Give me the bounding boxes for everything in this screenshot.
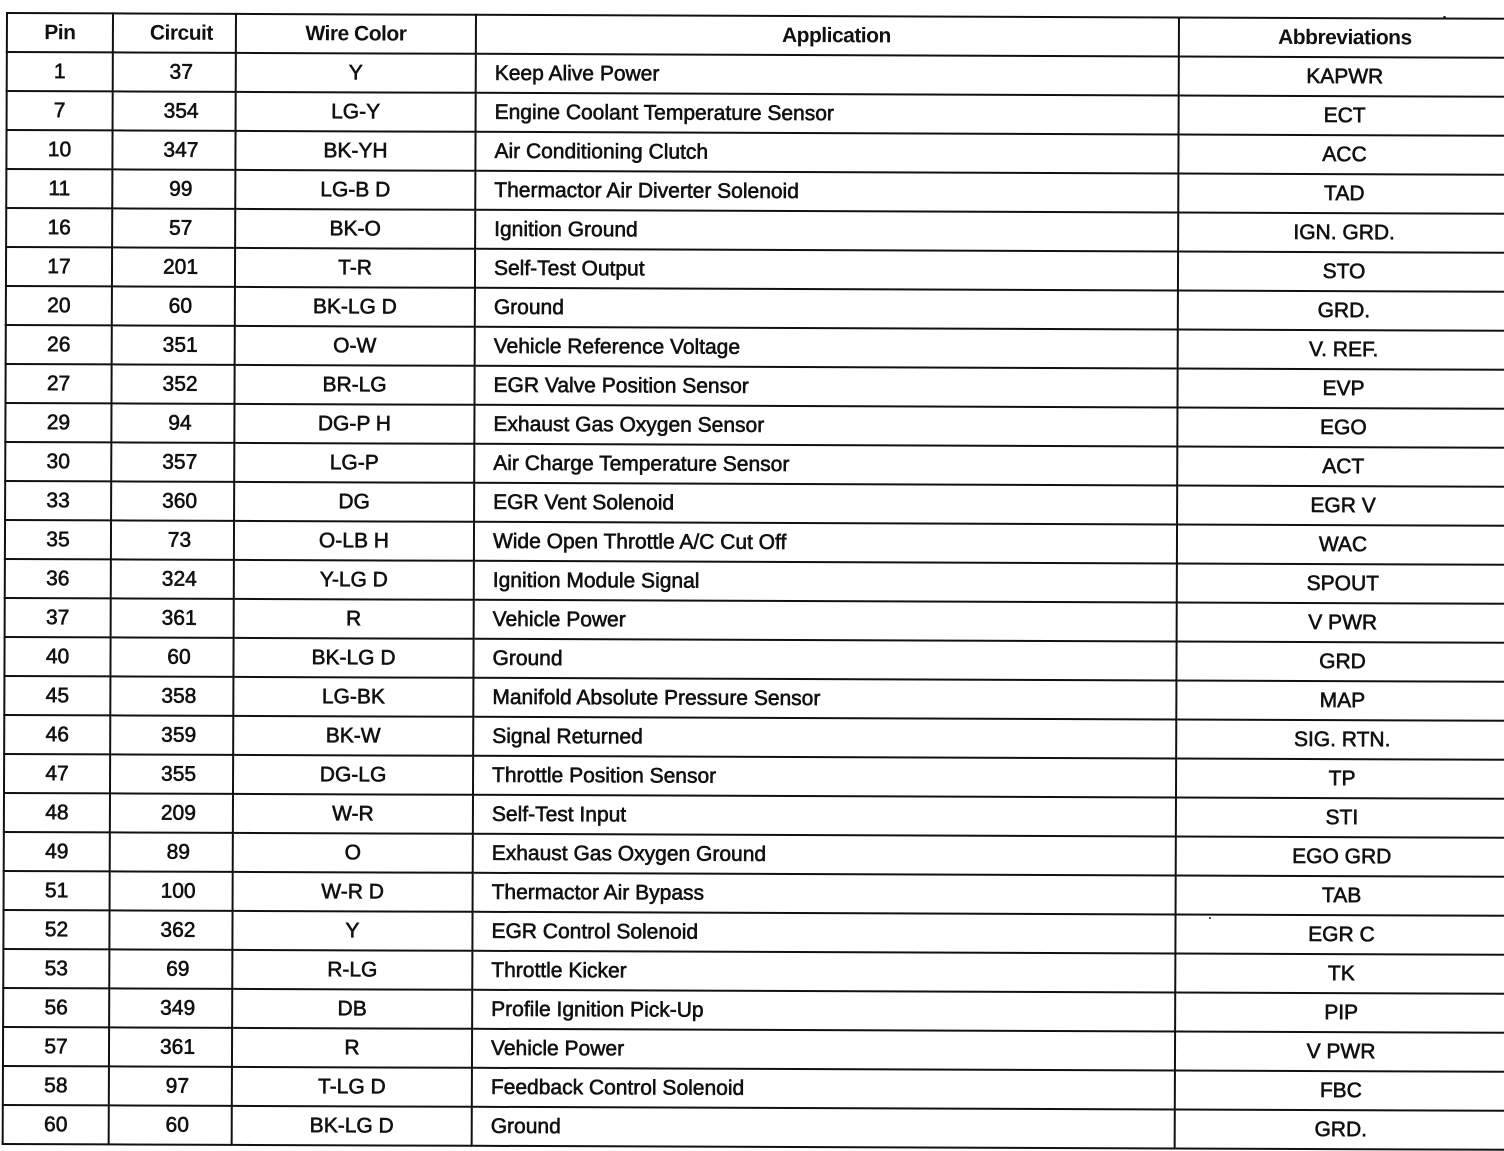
cell-abbreviation: IGN. GRD. (1178, 213, 1504, 253)
cell-pin: 7 (7, 91, 113, 130)
cell-application: Exhaust Gas Oxygen Ground (473, 834, 1176, 876)
table-row (5, 403, 1504, 448)
cell-abbreviation: TK (1175, 953, 1504, 993)
cell-abbreviation: MAP (1176, 680, 1504, 720)
cell-application: Vehicle Power (472, 1029, 1175, 1071)
cell-wire-color: DG (234, 482, 474, 522)
cell-abbreviation: FBC (1175, 1070, 1504, 1110)
cell-pin: 52 (3, 910, 109, 949)
cell-circuit: 57 (112, 208, 235, 247)
cell-pin: 26 (6, 325, 112, 364)
cell-application: Keep Alive Power (476, 54, 1179, 96)
cell-application: Self-Test Input (473, 795, 1176, 837)
table-row (5, 481, 1504, 526)
cell-application: EGR Vent Solenoid (474, 483, 1177, 525)
cell-circuit: 351 (112, 325, 235, 364)
cell-abbreviation: V PWR (1177, 602, 1504, 642)
cell-application: EGR Valve Position Sensor (474, 366, 1177, 408)
cell-circuit: 97 (109, 1066, 232, 1105)
pin-assignment-table (2, 12, 1504, 1151)
cell-circuit: 354 (113, 91, 236, 130)
cell-circuit: 355 (110, 754, 233, 793)
table-row (6, 208, 1504, 253)
cell-wire-color: BR-LG (234, 365, 474, 405)
table-row (6, 130, 1504, 175)
table-row (3, 1066, 1504, 1111)
cell-application: Thermactor Air Diverter Solenoid (475, 171, 1178, 213)
cell-wire-color: LG-P (234, 443, 474, 483)
cell-application: EGR Control Solenoid (472, 912, 1175, 954)
cell-abbreviation: TAB (1176, 875, 1504, 915)
scanned-document (2, 12, 1484, 1146)
cell-application: Exhaust Gas Oxygen Sensor (474, 405, 1177, 447)
cell-pin: 20 (6, 286, 112, 325)
table-row (6, 286, 1504, 331)
cell-pin: 46 (4, 715, 110, 754)
cell-application: Ground (472, 1107, 1175, 1149)
cell-pin: 48 (4, 793, 110, 832)
cell-circuit: 100 (110, 871, 233, 910)
cell-circuit: 349 (109, 988, 232, 1027)
cell-application: Engine Coolant Temperature Sensor (476, 93, 1179, 135)
cell-abbreviation: ACT (1177, 447, 1504, 487)
cell-abbreviation: GRD (1176, 641, 1504, 681)
cell-wire-color: LG-BK (233, 677, 473, 717)
cell-wire-color: T-R (235, 248, 475, 288)
cell-wire-color: Y (232, 911, 472, 951)
cell-wire-color: BK-W (233, 716, 473, 756)
cell-application: Thermactor Air Bypass (473, 873, 1176, 915)
cell-circuit: 352 (111, 364, 234, 403)
cell-abbreviation: ACC (1178, 135, 1504, 175)
cell-pin: 1 (7, 52, 113, 91)
cell-pin: 45 (4, 676, 110, 715)
cell-wire-color: BK-LG D (232, 1106, 472, 1146)
cell-abbreviation: PIP (1175, 992, 1504, 1032)
cell-circuit: 362 (109, 910, 232, 949)
cell-application: Vehicle Reference Voltage (475, 327, 1178, 369)
cell-application: Ground (473, 639, 1176, 681)
cell-wire-color: T-LG D (232, 1067, 472, 1107)
cell-abbreviation: WAC (1177, 525, 1504, 565)
cell-circuit: 99 (112, 169, 235, 208)
header-pin: Pin (7, 13, 113, 52)
table-row (6, 169, 1504, 214)
cell-application: Ground (475, 288, 1178, 330)
cell-application: Profile Ignition Pick-Up (472, 990, 1175, 1032)
table-row (7, 52, 1504, 97)
cell-wire-color: DG-P H (234, 404, 474, 444)
cell-circuit: 357 (111, 442, 234, 481)
cell-application: Ignition Ground (475, 210, 1178, 252)
cell-pin: 11 (6, 169, 112, 208)
cell-circuit: 89 (110, 832, 233, 871)
cell-pin: 58 (3, 1066, 109, 1105)
table-row (3, 988, 1504, 1033)
cell-application: Air Charge Temperature Sensor (474, 444, 1177, 486)
cell-pin: 27 (5, 364, 111, 403)
cell-wire-color: BK-O (235, 209, 475, 249)
scan-speck (1209, 917, 1211, 919)
cell-application: Ignition Module Signal (474, 561, 1177, 603)
table-row (6, 247, 1504, 292)
cell-application: Wide Open Throttle A/C Cut Off (474, 522, 1177, 564)
cell-wire-color: DG-LG (233, 755, 473, 795)
cell-wire-color: BK-LG D (233, 638, 473, 678)
cell-pin: 40 (4, 637, 110, 676)
table-row (4, 832, 1504, 877)
cell-wire-color: BK-LG D (235, 287, 475, 327)
cell-circuit: 359 (110, 715, 233, 754)
cell-wire-color: Y (236, 53, 476, 93)
cell-application: Feedback Control Solenoid (472, 1068, 1175, 1110)
cell-circuit: 358 (110, 676, 233, 715)
cell-circuit: 60 (110, 637, 233, 676)
cell-pin: 30 (5, 442, 111, 481)
table-row (7, 91, 1504, 136)
cell-pin: 47 (4, 754, 110, 793)
table-row (4, 871, 1504, 916)
table-row (3, 949, 1504, 994)
cell-wire-color: BK-YH (235, 131, 475, 171)
cell-pin: 49 (4, 832, 110, 871)
cell-pin: 60 (3, 1105, 109, 1144)
cell-wire-color: DB (232, 989, 472, 1029)
cell-pin: 29 (5, 403, 111, 442)
cell-abbreviation: GRD. (1178, 291, 1504, 331)
table-row (3, 1105, 1504, 1150)
cell-circuit: 201 (112, 247, 235, 286)
cell-circuit: 361 (111, 598, 234, 637)
cell-wire-color: W-R (233, 794, 473, 834)
table-header-row (7, 13, 1504, 58)
table-body (3, 52, 1504, 1150)
cell-abbreviation: TAD (1178, 174, 1504, 214)
table-row (5, 442, 1504, 487)
cell-pin: 17 (6, 247, 112, 286)
cell-circuit: 361 (109, 1027, 232, 1066)
header-wire-color: Wire Color (236, 14, 476, 54)
cell-circuit: 360 (111, 481, 234, 520)
cell-circuit: 60 (109, 1105, 232, 1144)
cell-wire-color: LG-Y (236, 92, 476, 132)
cell-circuit: 37 (113, 52, 236, 91)
cell-abbreviation: EGO (1177, 408, 1504, 448)
header-abbreviations: Abbreviations (1179, 18, 1504, 58)
table-row (4, 754, 1504, 799)
cell-abbreviation: EGO GRD (1176, 836, 1504, 876)
cell-wire-color: LG-B D (235, 170, 475, 210)
cell-abbreviation: SPOUT (1177, 563, 1504, 603)
cell-pin: 57 (3, 1027, 109, 1066)
cell-pin: 16 (6, 208, 112, 247)
table-row (3, 1027, 1504, 1072)
cell-circuit: 209 (110, 793, 233, 832)
table-row (4, 793, 1504, 838)
table-row (5, 559, 1504, 604)
cell-abbreviation: SIG. RTN. (1176, 719, 1504, 759)
cell-abbreviation: GRD. (1175, 1109, 1504, 1149)
cell-circuit: 73 (111, 520, 234, 559)
cell-application: Throttle Kicker (472, 951, 1175, 993)
cell-abbreviation: KAPWR (1179, 57, 1504, 97)
cell-abbreviation: STO (1178, 252, 1504, 292)
cell-application: Self-Test Output (475, 249, 1178, 291)
table-row (4, 637, 1504, 682)
cell-abbreviation: EVP (1177, 369, 1504, 409)
header-circuit: Circuit (113, 13, 236, 52)
table-row (5, 520, 1504, 565)
table-row (5, 598, 1504, 643)
cell-pin: 56 (3, 988, 109, 1027)
cell-pin: 37 (5, 598, 111, 637)
cell-abbreviation: STI (1176, 797, 1504, 837)
cell-wire-color: Y-LG D (234, 560, 474, 600)
header-application: Application (476, 15, 1179, 57)
table-row (4, 676, 1504, 721)
cell-abbreviation: TP (1176, 758, 1504, 798)
cell-pin: 36 (5, 559, 111, 598)
cell-pin: 33 (5, 481, 111, 520)
cell-wire-color: O (233, 833, 473, 873)
table-row (3, 910, 1504, 955)
scan-speck (1443, 16, 1446, 19)
cell-pin: 51 (4, 871, 110, 910)
cell-application: Air Conditioning Clutch (475, 132, 1178, 174)
cell-wire-color: W-R D (233, 872, 473, 912)
cell-wire-color: R (232, 1028, 472, 1068)
cell-application: Signal Returned (473, 717, 1176, 759)
cell-abbreviation: ECT (1179, 96, 1504, 136)
cell-pin: 35 (5, 520, 111, 559)
cell-circuit: 69 (109, 949, 232, 988)
cell-application: Throttle Position Sensor (473, 756, 1176, 798)
cell-wire-color: O-W (235, 326, 475, 366)
cell-application: Vehicle Power (474, 600, 1177, 642)
cell-wire-color: O-LB H (234, 521, 474, 561)
cell-circuit: 60 (112, 286, 235, 325)
cell-pin: 10 (6, 130, 112, 169)
table-row (6, 325, 1504, 370)
cell-pin: 53 (3, 949, 109, 988)
cell-wire-color: R (234, 599, 474, 639)
table-row (4, 715, 1504, 760)
table-row (5, 364, 1504, 409)
cell-circuit: 347 (112, 130, 235, 169)
cell-abbreviation: EGR V (1177, 486, 1504, 526)
cell-abbreviation: V. REF. (1178, 330, 1504, 370)
cell-abbreviation: V PWR (1175, 1031, 1504, 1071)
cell-circuit: 94 (111, 403, 234, 442)
cell-application: Manifold Absolute Pressure Sensor (473, 678, 1176, 720)
cell-wire-color: R-LG (232, 950, 472, 990)
cell-circuit: 324 (111, 559, 234, 598)
cell-abbreviation: EGR C (1175, 914, 1504, 954)
